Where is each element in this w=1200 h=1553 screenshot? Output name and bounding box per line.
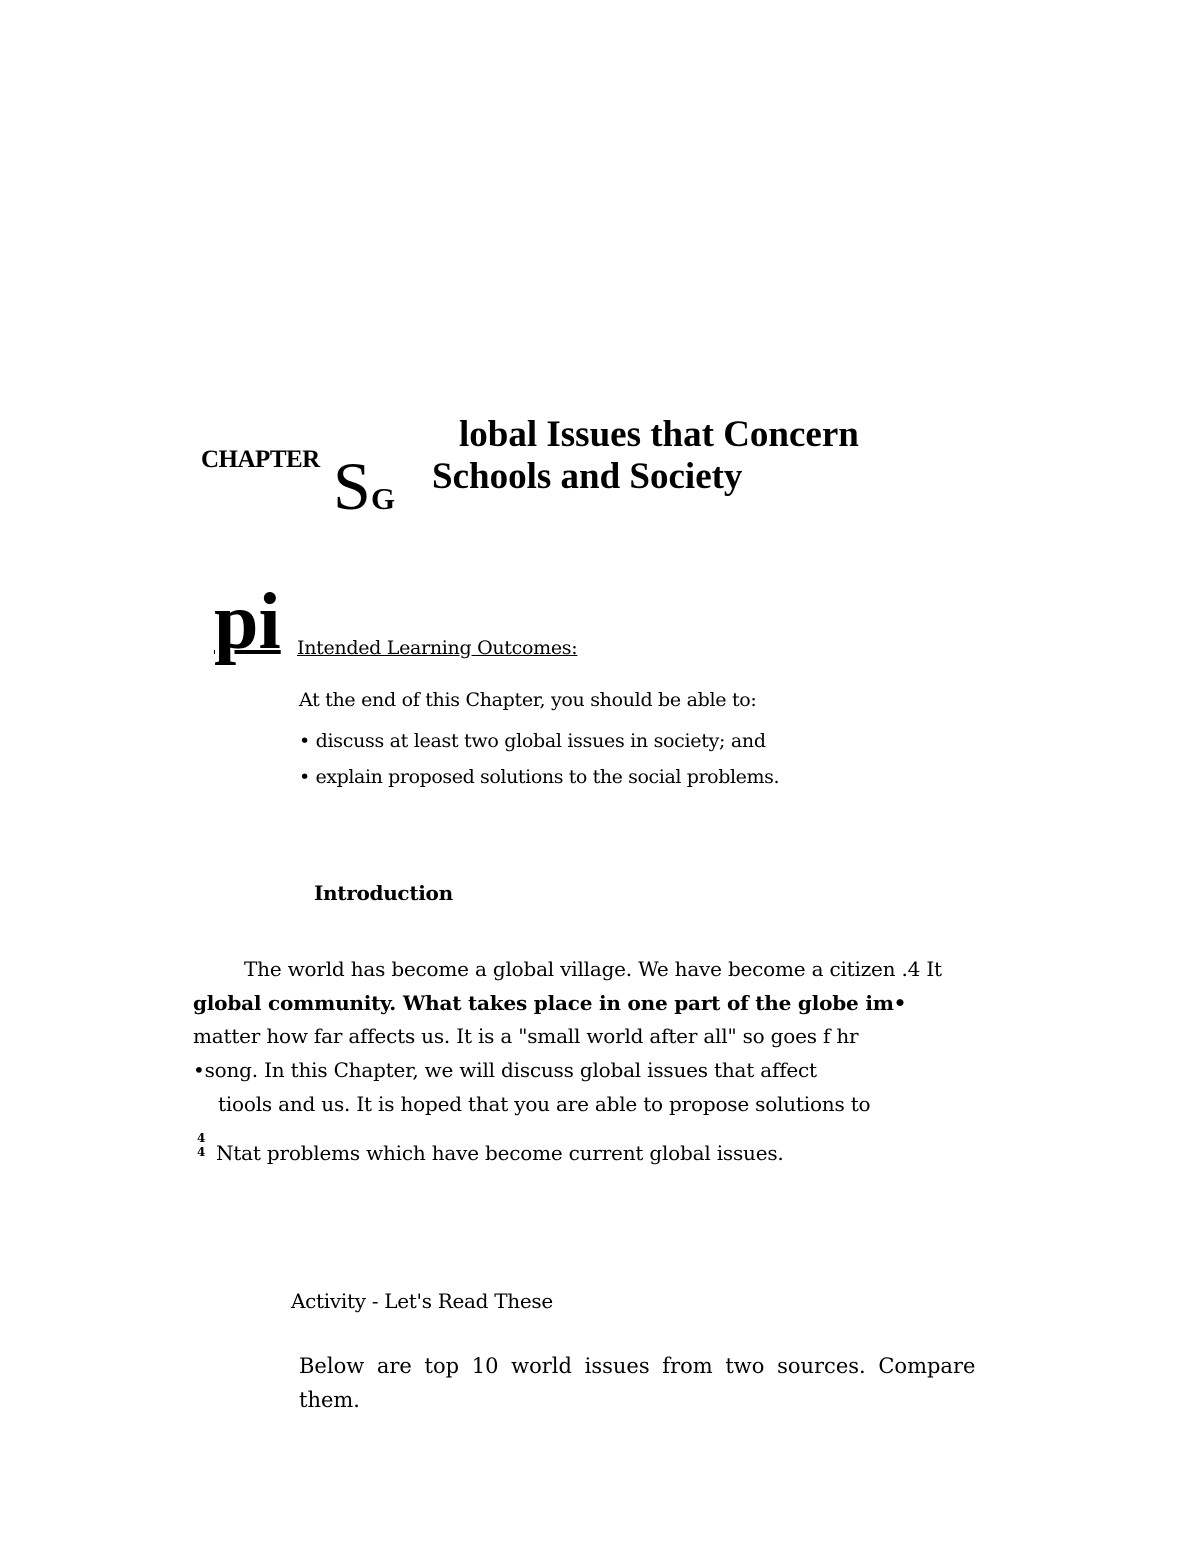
introduction-line: matter how far affects us. It is a "small world after all" so goes f hr bbox=[193, 1024, 859, 1048]
introduction-heading: Introduction bbox=[314, 881, 453, 905]
chapter-label: CHAPTER bbox=[201, 446, 320, 473]
learning-outcomes-intro: At the end of this Chapter, you should be able to: bbox=[299, 689, 757, 711]
margin-mark: 4 bbox=[197, 1131, 206, 1145]
activity-text-line: them. bbox=[299, 1388, 360, 1412]
introduction-line: Ntat problems which have become current global issues. bbox=[216, 1141, 784, 1165]
introduction-line: •song. In this Chapter, we will discuss global issues that affect bbox=[193, 1058, 817, 1082]
chapter-letter-g: G bbox=[371, 481, 396, 516]
learning-outcome-item: • explain proposed solutions to the social problems. bbox=[299, 766, 780, 788]
chapter-title-line-2: Schools and Society bbox=[432, 456, 743, 497]
margin-mark: 4 bbox=[197, 1145, 206, 1159]
activity-text-line: Below are top 10 world issues from two sources. Compare bbox=[299, 1354, 976, 1378]
chapter-letter-s: S bbox=[333, 448, 371, 524]
introduction-line: global community. What takes place in one part of the globe im• bbox=[193, 991, 907, 1015]
introduction-line: tiools and us. It is hoped that you are able to propose solutions to bbox=[218, 1092, 871, 1116]
introduction-line: The world has become a global village. We have become a citizen .4 It bbox=[244, 957, 942, 981]
learning-outcome-item: • discuss at least two global issues in society; and bbox=[299, 730, 766, 752]
learning-outcomes-heading: Intended Learning Outcomes: bbox=[297, 637, 578, 659]
activity-heading: Activity - Let's Read These bbox=[291, 1289, 553, 1313]
section-logo: pi bbox=[214, 578, 281, 666]
chapter-title-line-1: lobal Issues that Concern bbox=[459, 414, 859, 455]
